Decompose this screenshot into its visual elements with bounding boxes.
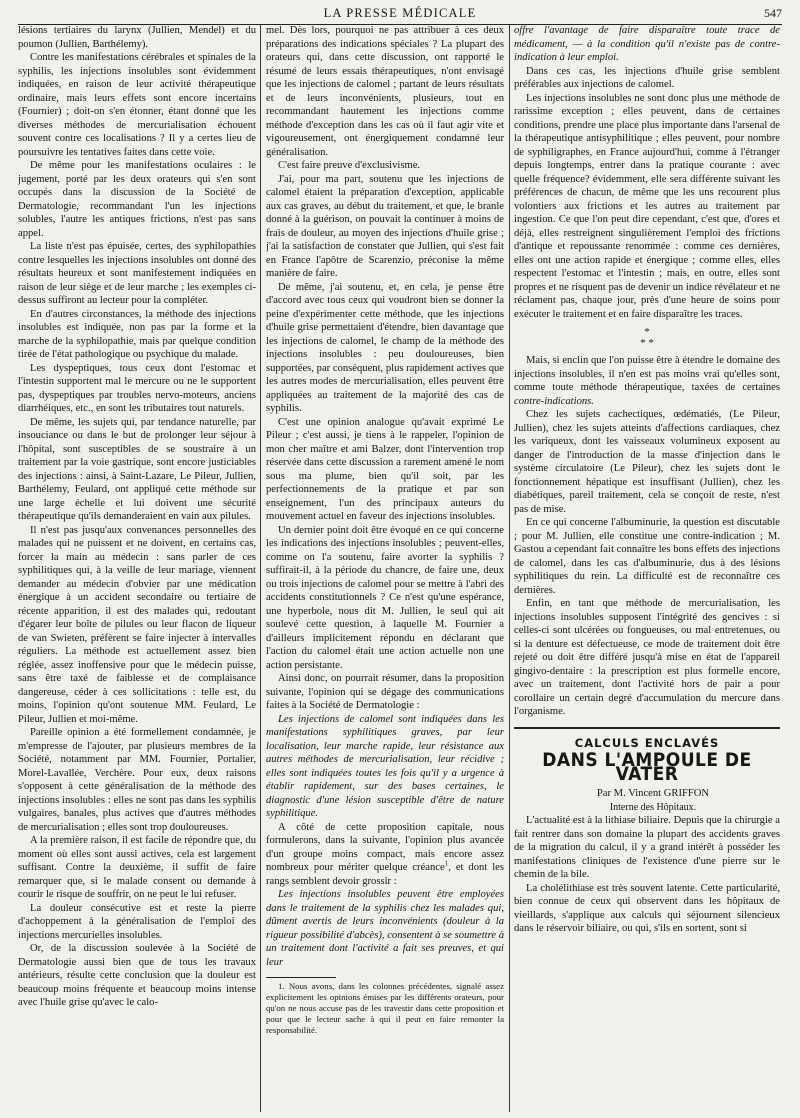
paragraph: Il n'est pas jusqu'aux convenances personnelles des malades qui ne puissent et ne doivent, en certains cas, forcer la main au médecin : sans parler de ces syphilitiques qui, à la veille de leur mariage, viennent demander au médecin d'obvier par une médication énergique à un accident secondaire ou tertiaire de récente apparition, il est des malades qui, redoutant d'égarer leur boîte de pilules ou leur flacon de liqueur de van Swieten, préfèrent se faire injecter à intervalles réguliers. La méthode est actuellement assez bien réglée, assez inoffensive pour que le médecin puisse, sans être taxé de faiblesse et de complaisance dangereuse, céder à ces sollicitations : telle est, du moins, l'opinion qu'ont soutenue MM. Feulard, Le Pileur, Jullien et moi-même.: [18, 524, 256, 725]
footnote-divider: [266, 977, 336, 978]
paragraph: Les injections insolubles ne sont donc plus une méthode de rarissime exception ; elles peuvent, dans de certaines conditions, prendre une place plus importante dans l'arsenal de la thérapeutique antisyphilitique ; elles peuvent, pour nombre de syphiligraphes, en France aujourd'hui, comme à l'étranger depuis longtemps, entrer dans la pratique courante : avec quelle fréquence? évidemment, elle sera différente suivant les préférences de chacun, de même que les uns recourent plus volontiers aux frictions et les autres au traitement par ingestion. Ce que l'on peut dire cependant, c'est que, d'ores et déjà, elles restreignent singulièrement l'emploi des frictions d'antique et repoussante renommée : comme ces dernières, elles ont une action rapide et énergique ; comme elles, elles respectent l'estomac et l'intestin ; mais, en outre, elles sont propres et ne risquent pas de devenir un indice révélateur et ne réclament pas, chaque jour, près d'une heure de soins pour exécuter le traitement et en faire disparaître les traces.: [514, 92, 780, 320]
paragraph: Ainsi donc, on pourrait résumer, dans la proposition suivante, l'opinion qui se dégage des communications faites à la Société de Dermatologie :: [266, 673, 504, 711]
paragraph: De même, j'ai soutenu, et, en cela, je pense être d'accord avec tous ceux qui voudront bien se donner la peine d'expérimenter cette méthode, que les injections d'huile grise permettaient d'étendre, bien davantage que les injections de calomel, le champ de la méthode des injections insolubles : peu douloureuses, bien supportées, par conséquent, plus rapidement actives que les autres modes de mercurialisation, elles peuvent être appliquées au traitement de la majorité des cas de syphilis.: [266, 281, 504, 414]
article-kicker: CALCULS ENCLAVÉS: [574, 735, 720, 750]
footnote-reference[interactable]: 1: [444, 859, 449, 868]
article-divider: [514, 727, 780, 729]
article-byline: Par M. Vincent GRIFFON: [596, 788, 710, 799]
paragraph: Chez les sujets cachectiques, œdématiés, (Le Pileur, Jullien), chez les sujets atteints d'affections cardiaques, chez les variqueux, dont les vaisseaux volumineux exposent au danger de l'introduction de la masse d'injection dans le système circulatoire (Le Pileur), chez les sujets dont le fonctionnement hépatique est insuffisant (Jullien), chez les diabétiques, pareil traitement, cela se conçoit de reste, n'est pas de mise.: [514, 409, 780, 515]
paragraph: A la première raison, il est facile de répondre que, du moment où elles sont aussi actives, cela est largement suffisant. Contre la deuxième, il suffit de faire remarquer que, si le malade consent ou demande à courir le risque de souffrir, on ne peut le lui refuser.: [18, 835, 256, 900]
paragraph: En ce qui concerne l'albuminurie, la question est discutable ; pour M. Jullien, elle constitue une contre-indication ; M. Gastou a cependant fait connaître les bons effets des injections de calomel, dans les cas d'albuminurie, dus à des lésions syphilitiques du rein. La difficulté est de reconnaître ces dernières.: [514, 517, 780, 596]
page-header: [18, 6, 782, 25]
paragraph: [514, 354, 780, 408]
paragraph: lésions tertiaires du larynx (Jullien, Mendel) et du poumon (Jullien, Barthélemy).: [18, 25, 256, 50]
paragraph: [266, 821, 504, 889]
paragraph: Un dernier point doit être évoqué en ce qui concerne les indications des injections insolubles ; peuvent-elles, comme on l'a soutenu, faire avorter la syphilis ? suffirait-il, à la période du chancre, de faire une, deux ou trois injections de calomel pour se mettre à l'abri des accidents constitutionnels ? Ce n'est qu'une espérance, une hyperbole, nous dit M. Jullien, le seul qui ait soulevé cette question, à laquelle M. Fournier a d'ailleurs implicitement répondu en déclarant que l'action du calomel était une action actuelle non une action persistante.: [266, 524, 504, 671]
column-2: [266, 24, 504, 1114]
paragraph: La liste n'est pas épuisée, certes, des syphilopathies contre lesquelles les injections insolubles ont donné des résultats heureux et sont manifestement indiquées en raison de leur siège et de leur marche ; les exemples ci-dessus suffiront au lecteur pour la compléter.: [18, 241, 256, 306]
column-divider: [260, 24, 261, 1112]
paragraph: Enfin, en tant que méthode de mercurialisation, les injections insolubles supposent l'intégrité des gencives : si celles-ci sont ulcérées ou fongueuses, ou mal entretenues, ou si la denture est défectueuse, ce mode de traitement doit être rejeté ou doit être différé jusqu'à mise en état de l'appareil gingivo-dentaire : la prescription est plus formelle encore, avec un traitement, dont l'activité hors de pair a pour corollaire un certain degré d'accumulation du mercure dans l'organisme.: [514, 598, 780, 717]
italic-proposition: offre l'avantage de faire disparaître toute trace de médicament, — à la condition qu'il n'existe pas de contre-indication à leur emploi.: [514, 25, 780, 63]
paragraph: De même pour les manifestations oculaires : le jugement, porté par les deux orateurs qui s'en sont occupés dans la discussion de la Société de Dermatologie, recommandant l'un les injections solubles, l'autre les antiques frictions, n'est pas sans appel.: [18, 160, 256, 239]
column-1: [18, 24, 256, 1114]
paragraph: La douleur consécutive est et reste la pierre d'achoppement à la généralisation de l'emploi des injections mercurielles insolubles.: [18, 902, 256, 941]
article-headline: DANS L'AMPOULE DE VATER: [542, 749, 752, 785]
paragraph-text: A côté de cette proposition capitale, nous formulerons, dans la suivante, l'opinion plus avancée d'un groupe moins compact, mais encore assez nombreux pour mériter quelque créance: [266, 821, 504, 873]
paragraph: Contre les manifestations cérébrales et spinales de la syphilis, les injections insolubles sont évidemment indiquées, en raison de leur activité thérapeutique ordinaire, mais leurs effets sont encore incertains (Fournier) ; doit-on s'en étonner, étant donné que les diverses méthodes de mercurialisation échouent souvent contre ces localisations ? Il y a certes lieu de poursuivre les tentatives faites dans cette voie.: [18, 52, 256, 158]
italic-proposition: Les injections insolubles peuvent être employées dans le traitement de la syphilis chez les malades qui, dûment avertis de leurs inconvénients (douleur à la rigueur possibilité d'abcès), consentent à se soumettre à un traitement dont l'activité a fait ses preuves, et qui leur: [266, 889, 504, 968]
paragraph: Dans ces cas, les injections d'huile grise semblent préférables aux injections de calomel.: [514, 65, 780, 90]
paragraph: L'actualité est à la lithiase biliaire. Depuis que la chirurgie a fait rentrer dans son domaine la plupart des accidents graves de la migration du calcul, il y a grand intérêt à posséder les manifestations cliniques de l'existence d'une pierre sur le chemin de la bile.: [514, 815, 780, 880]
paragraph-text: Mais, si enclin que l'on puisse être à étendre le domaine des injections insolubles, il n'en est pas moins vrai qu'elles sont, comme toute méthode thérapeutique, taxées de certaines: [514, 355, 780, 393]
paragraph: mel. Dès lors, pourquoi ne pas attribuer à ces deux préparations des indications spéciales ? La plupart des orateurs qui, dans cette discussion, ont rapporté le résumé de leurs essais thérapeutiques, n'ont envisagé que les injections de calomel ; partant de leurs résultats et de leurs inconvénients, plusieurs, tout en recommandant hautement les injections comme méthode d'exception dans les cas où il faut agir vite et vigoureusement, ont énergiquement condamné leur généralisation.: [266, 25, 504, 158]
column-divider: [509, 24, 510, 1112]
paragraph: C'est faire preuve d'exclusivisme.: [278, 160, 421, 171]
column-3: [514, 24, 780, 1114]
paragraph: C'est une opinion analogue qu'avait exprimé Le Pileur ; c'est aussi, je tiens à le rappeler, l'opinion de mon cher maître et ami Balzer, dont l'intervention trop réservée dans cette discussion a rarement amené le nom sous ma plume, bien qu'il soit, par les perfectionnements de la pratique et par son enseignement, l'un des principaux auteurs du mouvement actuel en faveur des injections insolubles.: [266, 416, 504, 522]
paragraph: Les dyspeptiques, tous ceux dont l'estomac et l'intestin supportent mal le mercure ou ne le supportent pas, dyspeptiques par troubles nervo-moteurs, anciens diarrhéiques, etc., en sont les tributaires tout naturels.: [18, 362, 256, 414]
paragraph-text: , et dont les rangs semblent devoir grossir :: [266, 862, 504, 887]
section-break-stars: * * *: [640, 326, 654, 349]
paragraph: Or, de la discussion soulevée à la Société de Dermatologie aussi bien que de tous les travaux antérieurs, résulte cette conclusion que la douleur est beaucoup moins fréquente et beaucoup moins intense avec l'huile grise qu'avec le calo-: [18, 943, 256, 1008]
paragraph-italic: contre-indications.: [514, 395, 594, 407]
article-byline-subtitle: Interne des Hôpitaux.: [609, 801, 697, 813]
paragraph: De même, les sujets qui, par tendance naturelle, par insouciance ou dans le but de prolonger leur séjour à l'hôpital, sont susceptibles de se soustraire à un traitement par la voie gastrique, sont encore justiciables des injections : ainsi, à Saint-Lazare, Le Pileur, Jullien, Barthélemy, Feulard, ont appliqué cette méthode sur une large échelle et lui doivent une sécurité thérapeutique qu'ils demanderaient en vain aux pilules.: [18, 416, 256, 522]
footnote: 1. Nous avons, dans les colonnes précédentes, signalé assez explicitement les opinions émises par les différents orateurs, pour qu'on ne nous accuse pas de les travestir dans cette proposition et pour que le lecteur sache à qui il peut en faire remonter la responsabilité.: [266, 981, 504, 1035]
italic-proposition: Les injections de calomel sont indiquées dans les manifestations syphilitiques graves, par leur localisation, leur marche rapide, leur résistance aux autres méthodes de mercurialisation, leur récidive ; elles sont indiquées toutes les fois qu'il y a urgence à établir rapidement, sur des bases certaines, le diagnostic d'une lésion susceptible d'être de nature syphilitique.: [266, 713, 504, 819]
running-title: LA PRESSE MÉDICALE: [323, 6, 477, 20]
page-number: 547: [764, 6, 782, 20]
paragraph: Pareille opinion a été formellement condamnée, je m'empresse de l'ajouter, par plusieurs membres de la Société, notamment par MM. Fournier, Portalier, Morel-Lavallée, Verchère. Pour eux, deux raisons s'opposent à cette généralisation de la méthode des injections insolubles : elles ne sont pas dans les syphilis vulgaires, banales, plus actives que d'autres méthodes de mercurialisation ; elles sont trop douloureuses.: [18, 727, 256, 833]
paragraph: La cholélithiase est très souvent latente. Cette particularité, bien connue de ceux qui observent dans les hôpitaux de vieillards, s'applique aux calculs qui séjournent silencieux dans le réservoir biliaire, ou qui, s'ils en sortent, sont si: [514, 882, 780, 934]
paragraph: En d'autres circonstances, la méthode des injections insolubles est indiquée, non pas par la forme et la marche de la syphilopathie, mais par quelque condition tirée de l'état pathologique ou psychique du malade.: [18, 308, 256, 360]
paragraph: J'ai, pour ma part, soutenu que les injections de calomel étaient la préparation d'exception, applicable aux cas graves, au début du traitement, et que, le branle donné à la guérison, on pouvait la continuer à moins de frais de douleur, au moyen des injections d'huile grise ; j'ai la satisfaction de constater que Jullien, qui s'est fait en France l'apôtre de Scarenzio, préconise la même manière de faire.: [266, 173, 504, 279]
